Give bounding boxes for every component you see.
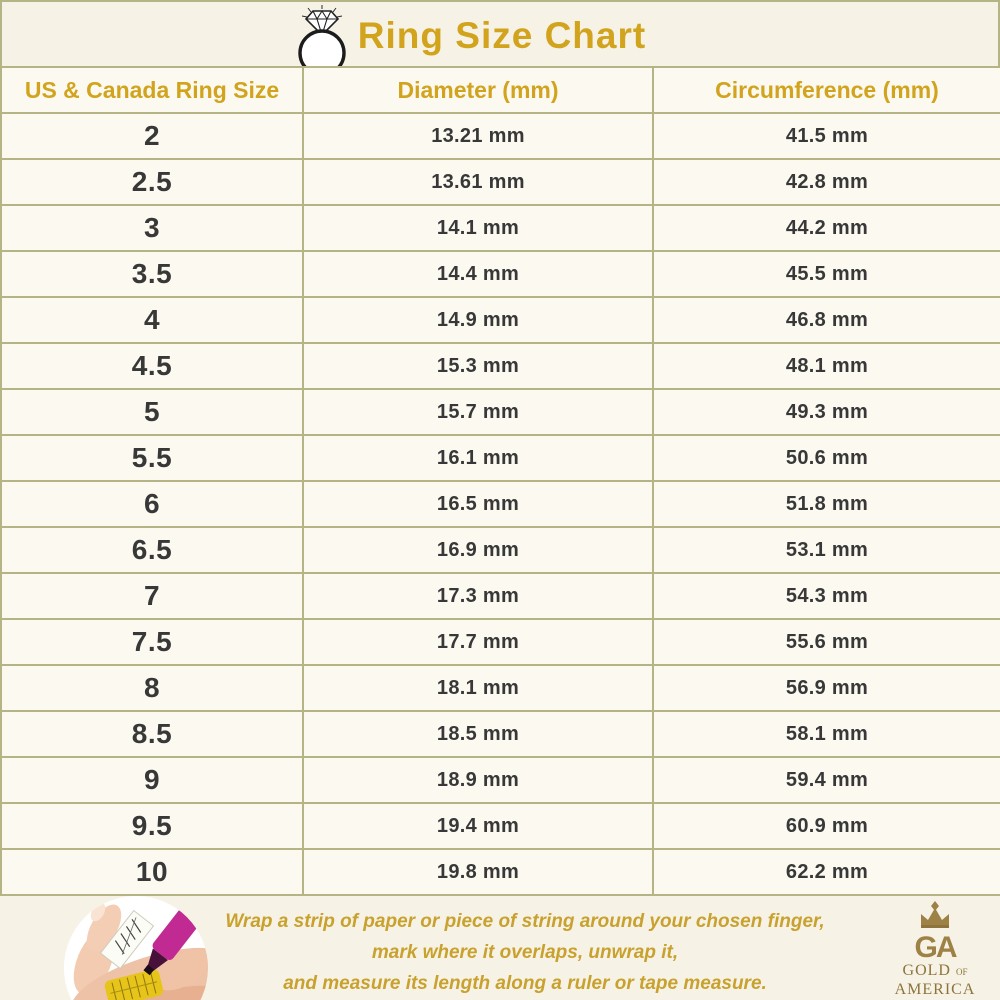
diameter-cell: 17.7 mm bbox=[303, 619, 653, 665]
circumference-cell: 56.9 mm bbox=[653, 665, 1000, 711]
table-row bbox=[1, 251, 1000, 297]
table-row bbox=[1, 159, 1000, 205]
circumference-cell: 51.8 mm bbox=[653, 481, 1000, 527]
diameter-cell: 16.5 mm bbox=[303, 481, 653, 527]
us-size-cell: 8.5 bbox=[1, 711, 303, 757]
circumference-cell: 55.6 mm bbox=[653, 619, 1000, 665]
us-size-cell: 7 bbox=[1, 573, 303, 619]
us-size-cell: 5.5 bbox=[1, 435, 303, 481]
us-size-cell: 9 bbox=[1, 757, 303, 803]
us-size-cell: 2 bbox=[1, 113, 303, 159]
circumference-cell: 42.8 mm bbox=[653, 159, 1000, 205]
table-row bbox=[1, 711, 1000, 757]
diameter-cell: 17.3 mm bbox=[303, 573, 653, 619]
header-circumference: Circumference (mm) bbox=[653, 67, 1000, 113]
us-size-cell: 6.5 bbox=[1, 527, 303, 573]
table-row bbox=[1, 297, 1000, 343]
hand-measuring-finger-photo bbox=[64, 896, 208, 1000]
diameter-cell: 19.8 mm bbox=[303, 849, 653, 895]
diameter-cell: 16.1 mm bbox=[303, 435, 653, 481]
table-row bbox=[1, 619, 1000, 665]
diameter-cell: 13.61 mm bbox=[303, 159, 653, 205]
table-row bbox=[1, 665, 1000, 711]
circumference-cell: 46.8 mm bbox=[653, 297, 1000, 343]
page-title: Ring Size Chart bbox=[357, 15, 647, 56]
crown-icon bbox=[873, 901, 997, 934]
circumference-cell: 54.3 mm bbox=[653, 573, 1000, 619]
circumference-cell: 50.6 mm bbox=[653, 435, 1000, 481]
diameter-cell: 14.4 mm bbox=[303, 251, 653, 297]
instruction-line-3: and measure its length along a ruler or tape measure. bbox=[283, 973, 767, 994]
circumference-cell: 53.1 mm bbox=[653, 527, 1000, 573]
us-size-cell: 5 bbox=[1, 389, 303, 435]
diameter-cell: 15.7 mm bbox=[303, 389, 653, 435]
measurement-instructions bbox=[205, 906, 845, 999]
diameter-cell: 14.1 mm bbox=[303, 205, 653, 251]
header-us-canada-ring-size: US & Canada Ring Size bbox=[1, 67, 303, 113]
title-bar bbox=[0, 0, 1000, 66]
us-size-cell: 3.5 bbox=[1, 251, 303, 297]
us-size-cell: 2.5 bbox=[1, 159, 303, 205]
us-size-cell: 7.5 bbox=[1, 619, 303, 665]
circumference-cell: 44.2 mm bbox=[653, 205, 1000, 251]
circumference-cell: 41.5 mm bbox=[653, 113, 1000, 159]
ring-size-table bbox=[0, 66, 1000, 896]
table-row bbox=[1, 435, 1000, 481]
logo-monogram: GA bbox=[914, 931, 956, 964]
table-row bbox=[1, 803, 1000, 849]
table-row bbox=[1, 205, 1000, 251]
circumference-cell: 49.3 mm bbox=[653, 389, 1000, 435]
logo-name-line-1: GOLD OF bbox=[902, 962, 968, 979]
diameter-cell: 18.5 mm bbox=[303, 711, 653, 757]
table-row bbox=[1, 849, 1000, 895]
instruction-line-2: mark where it overlaps, unwrap it, bbox=[371, 942, 679, 963]
table-row bbox=[1, 389, 1000, 435]
table-row bbox=[1, 481, 1000, 527]
table-row bbox=[1, 757, 1000, 803]
us-size-cell: 8 bbox=[1, 665, 303, 711]
circumference-cell: 48.1 mm bbox=[653, 343, 1000, 389]
circumference-cell: 58.1 mm bbox=[653, 711, 1000, 757]
us-size-cell: 4 bbox=[1, 297, 303, 343]
gold-of-america-logo bbox=[873, 901, 997, 999]
circumference-cell: 59.4 mm bbox=[653, 757, 1000, 803]
diameter-cell: 19.4 mm bbox=[303, 803, 653, 849]
circumference-cell: 62.2 mm bbox=[653, 849, 1000, 895]
diameter-cell: 13.21 mm bbox=[303, 113, 653, 159]
us-size-cell: 9.5 bbox=[1, 803, 303, 849]
us-size-cell: 4.5 bbox=[1, 343, 303, 389]
logo-name-line-2: AMERICA bbox=[894, 981, 976, 998]
table-row bbox=[1, 343, 1000, 389]
table-row bbox=[1, 527, 1000, 573]
diameter-cell: 16.9 mm bbox=[303, 527, 653, 573]
us-size-cell: 3 bbox=[1, 205, 303, 251]
circumference-cell: 60.9 mm bbox=[653, 803, 1000, 849]
us-size-cell: 10 bbox=[1, 849, 303, 895]
us-size-cell: 6 bbox=[1, 481, 303, 527]
diameter-cell: 15.3 mm bbox=[303, 343, 653, 389]
instruction-line-1: Wrap a strip of paper or piece of string around your chosen finger, bbox=[225, 911, 825, 932]
diameter-cell: 18.9 mm bbox=[303, 757, 653, 803]
ring-size-table-body bbox=[1, 113, 1000, 895]
circumference-cell: 45.5 mm bbox=[653, 251, 1000, 297]
diameter-cell: 14.9 mm bbox=[303, 297, 653, 343]
table-row bbox=[1, 573, 1000, 619]
diameter-cell: 18.1 mm bbox=[303, 665, 653, 711]
header-diameter: Diameter (mm) bbox=[303, 67, 653, 113]
table-row bbox=[1, 113, 1000, 159]
table-header-row bbox=[1, 67, 1000, 113]
